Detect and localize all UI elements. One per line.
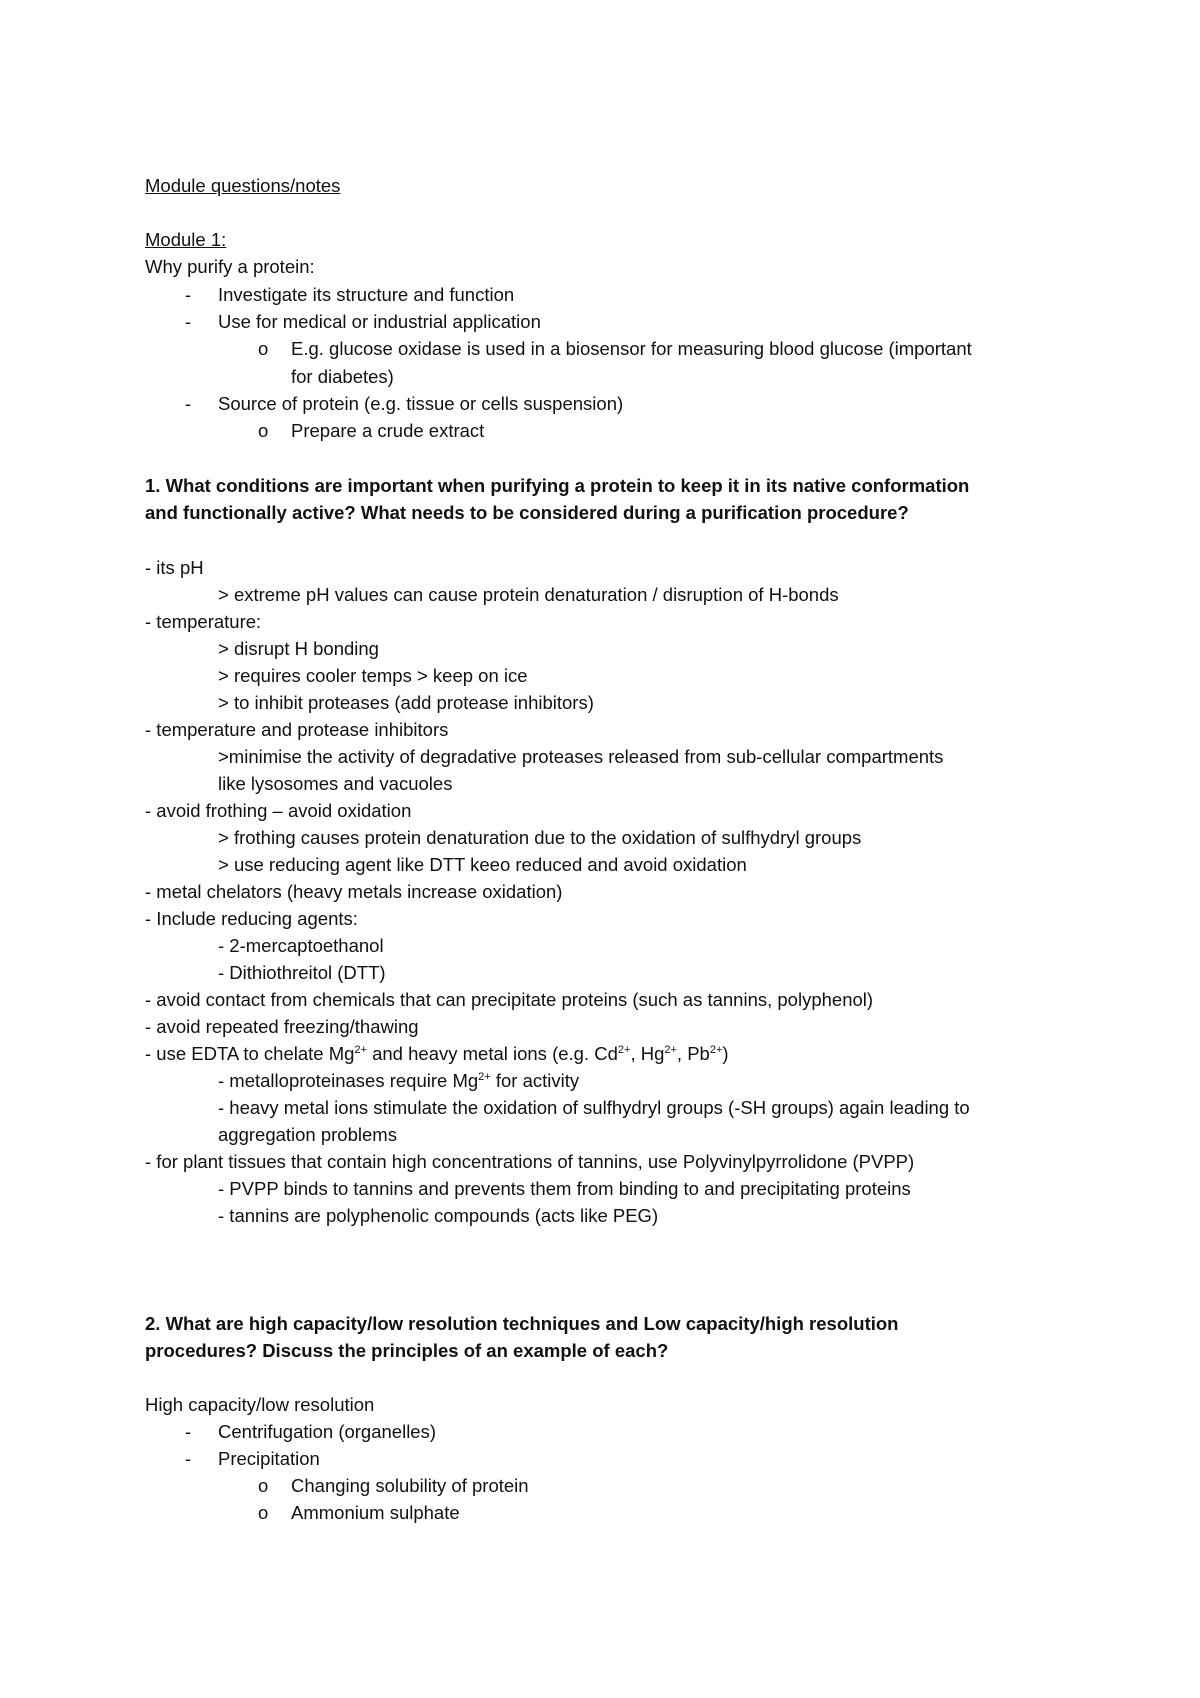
module-1-intro: Why purify a protein:	[145, 256, 315, 277]
note-line: - metal chelators (heavy metals increase oxidation)	[145, 881, 563, 902]
sub-list-item: Changing solubility of protein	[291, 1475, 529, 1496]
sub-list-item: E.g. glucose oxidase is used in a biosensor for measuring blood glucose (important	[291, 338, 972, 359]
module-1-heading: Module 1:	[145, 229, 227, 250]
note-subline-continued: like lysosomes and vacuoles	[218, 773, 453, 794]
note-line-edta: - use EDTA to chelate $Mg^{2+}$ and heavy metal ions (e.g. $Cd^{2+}$, $Hg^{2+}$, $Pb^{2+}$)	[145, 1043, 729, 1064]
note-line: - temperature and protease inhibitors	[145, 719, 449, 740]
list-bullet: o	[258, 338, 269, 359]
note-subline: - Dithiothreitol (DTT)	[218, 962, 386, 983]
note-line: - its pH	[145, 557, 204, 578]
list-item: Use for medical or industrial application	[218, 311, 541, 332]
list-item: Precipitation	[218, 1448, 320, 1469]
document-title: Module questions/notes	[145, 175, 341, 196]
note-subline: - 2-mercaptoethanol	[218, 935, 384, 956]
note-line: - for plant tissues that contain high concentrations of tannins, use Polyvinylpyrrolidone (PVPP)	[145, 1151, 915, 1172]
sub-list-item-continued: for diabetes)	[291, 366, 394, 387]
note-subline: > frothing causes protein denaturation due to the oxidation of sulfhydryl groups	[218, 827, 862, 848]
note-subline-continued: aggregation problems	[218, 1124, 397, 1145]
note-line: - Include reducing agents:	[145, 908, 358, 929]
list-dash: -	[185, 311, 192, 332]
note-subline: > requires cooler temps > keep on ice	[218, 665, 528, 686]
list-dash: -	[185, 284, 192, 305]
sub-list-item: Prepare a crude extract	[291, 420, 485, 441]
list-bullet: o	[258, 1502, 269, 1523]
list-bullet: o	[258, 420, 269, 441]
note-subline: > use reducing agent like DTT keeo reduced and avoid oxidation	[218, 854, 747, 875]
question-1-heading-continued: and functionally active? What needs to be considered during a purification procedure?	[145, 502, 909, 523]
note-subline-metallo: - metalloproteinases require $Mg^{2+}$ for activity	[218, 1070, 580, 1091]
note-subline: > extreme pH values can cause protein denaturation / disruption of H-bonds	[218, 584, 839, 605]
note-subline: - PVPP binds to tannins and prevents them from binding to and precipitating proteins	[218, 1178, 911, 1199]
list-dash: -	[185, 393, 192, 414]
note-subline: > disrupt H bonding	[218, 638, 379, 659]
list-item: Centrifugation (organelles)	[218, 1421, 437, 1442]
list-bullet: o	[258, 1475, 269, 1496]
list-dash: -	[185, 1448, 192, 1469]
list-item: Source of protein (e.g. tissue or cells suspension)	[218, 393, 624, 414]
note-subline: > to inhibit proteases (add protease inhibitors)	[218, 692, 594, 713]
note-subline: - heavy metal ions stimulate the oxidation of sulfhydryl groups (-SH groups) again leading to	[218, 1097, 970, 1118]
note-line: - avoid frothing – avoid oxidation	[145, 800, 412, 821]
q2-subheading: High capacity/low resolution	[145, 1394, 375, 1415]
note-subline: - tannins are polyphenolic compounds (acts like PEG)	[218, 1205, 659, 1226]
list-dash: -	[185, 1421, 192, 1442]
sub-list-item: Ammonium sulphate	[291, 1502, 460, 1523]
question-2-heading: 2. What are high capacity/low resolution techniques and Low capacity/high resolution	[145, 1313, 899, 1334]
note-line: - avoid repeated freezing/thawing	[145, 1016, 419, 1037]
question-2-heading-continued: procedures? Discuss the principles of an example of each?	[145, 1340, 669, 1361]
note-subline: >minimise the activity of degradative proteases released from sub-cellular compartments	[218, 746, 944, 767]
question-1-heading: 1. What conditions are important when purifying a protein to keep it in its native conformation	[145, 475, 970, 496]
list-item: Investigate its structure and function	[218, 284, 515, 305]
note-line: - temperature:	[145, 611, 262, 632]
note-line: - avoid contact from chemicals that can precipitate proteins (such as tannins, polyphenol)	[145, 989, 874, 1010]
